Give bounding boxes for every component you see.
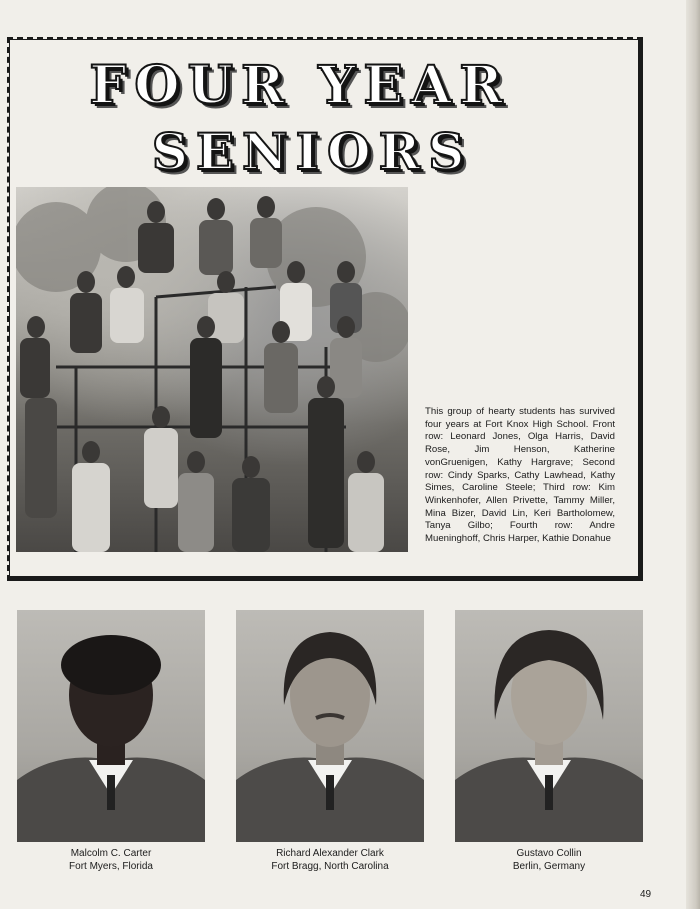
student-hometown: Fort Myers, Florida <box>69 860 153 872</box>
student-hometown: Fort Bragg, North Carolina <box>271 860 389 872</box>
group-photo <box>16 187 408 552</box>
student-name: Gustavo Collin <box>516 848 582 859</box>
student-name: Richard Alexander Clark <box>276 848 384 859</box>
portrait-caption <box>236 848 424 873</box>
student-hometown: Berlin, Germany <box>512 860 586 872</box>
portrait-photo <box>17 610 205 842</box>
page-number: 49 <box>640 889 652 900</box>
page-edge <box>686 0 700 909</box>
portrait-photo <box>236 610 424 842</box>
student-name: Malcolm C. Carter <box>70 848 152 859</box>
portrait-photo <box>455 610 643 842</box>
portrait-caption <box>17 848 205 873</box>
page-title-line-2: SENIORS <box>151 122 473 181</box>
group-caption: This group of hearty students has survived four years at Fort Knox High School. Front row: Leonard Jones, Olga Harris, David Rose, Jim Henson, Katherine vonGruenigen, Kathy Hargrave; Second row: Cindy Sparks, Cathy Lawhead, Kathy Simes, Caroline Steele; Third row: Kim Winkenhofer, Allen Privette, Tammy Miller, Mina Bizer, David Lin, Keri Bartholomew, Tanya Gilbo; Fourth row: Andre Mueninghoff, Chris Harper, Kathie Donahue <box>425 406 615 545</box>
portrait-caption <box>455 848 643 873</box>
page-title-line-1: FOUR YEAR <box>89 55 511 116</box>
